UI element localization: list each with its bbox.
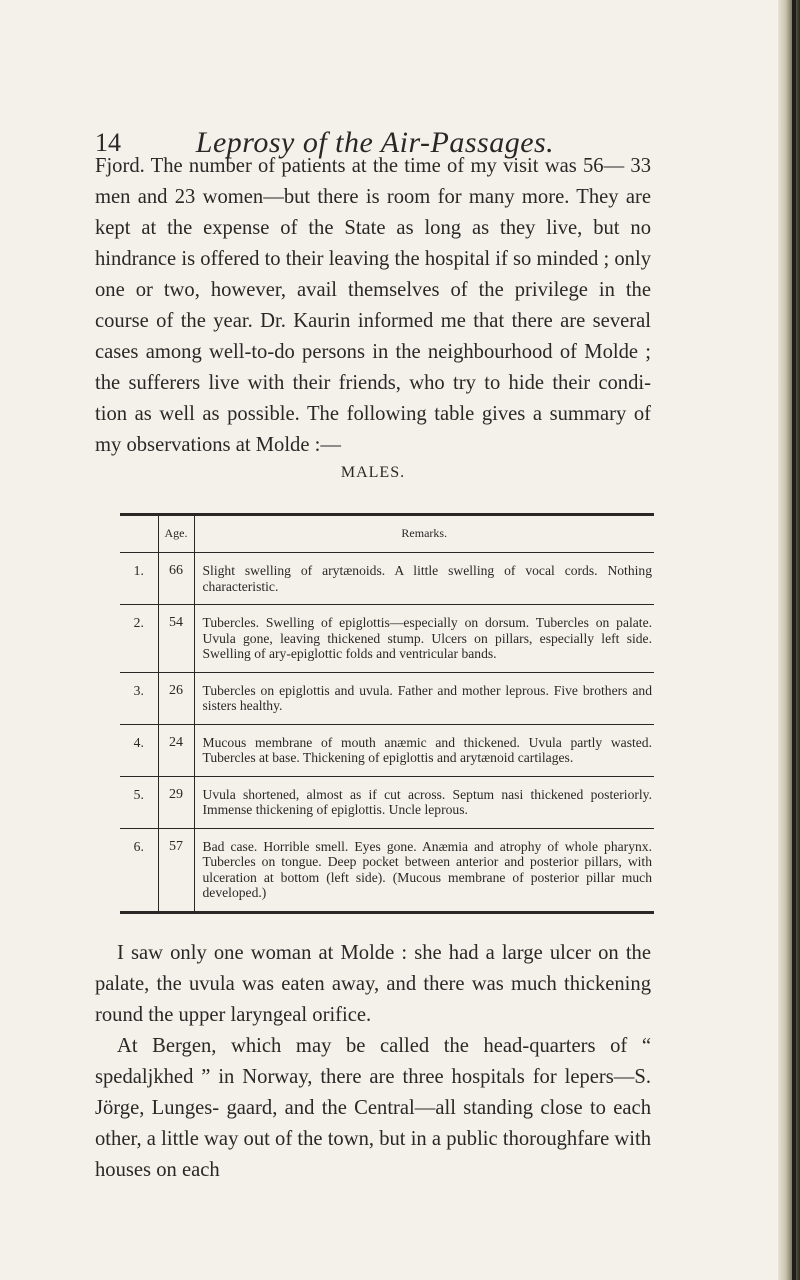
row-age: 29 <box>158 777 194 829</box>
row-number: 4. <box>133 734 144 750</box>
header-remarks: Remarks. <box>401 526 448 541</box>
table-row <box>120 673 654 725</box>
page-edge-shadow <box>778 0 800 1280</box>
row-number: 1. <box>133 563 144 578</box>
table-row <box>120 777 654 829</box>
row-age: 66 <box>158 553 194 605</box>
paragraph-2: I saw only one woman at Molde : she had a large ulcer on the palate, the uvula was eaten away, and there was much thickening round the upper laryngeal orifice. <box>95 942 651 1026</box>
row-remarks: Slight swelling of arytænoids. A little swelling of vocal cords. Nothing characteristic. <box>202 563 652 594</box>
males-table <box>120 516 654 911</box>
table-row <box>120 725 654 777</box>
row-age: 54 <box>158 605 194 672</box>
running-title: Leprosy of the Air-Passages. <box>195 126 555 159</box>
header-num-cell <box>120 516 158 553</box>
table-header-row <box>120 516 654 553</box>
paragraph-1: Fjord. The number of patients at the time of my visit was 56— 33 men and 23 women—but there is room for many more. They are kept at the expense of the State as long as they live, but no hindrance is offered to their leaving the hospital if so minded ; only one or two, however, avail themselves of the privilege in the course of the year. Dr. Kaurin informed me that there are several cases among well-to-do persons in the neighbourhood of Molde ; the sufferers live with their friends, who try to hide their condi- tion as well as possible. The following table gives a summary of my observations at Molde :— <box>95 155 651 456</box>
row-remarks: Mucous membrane of mouth anæmic and thickened. Uvula partly wasted. Tubercles at base. Thickening of epiglottis and arytænoid cartilages. <box>202 734 652 765</box>
row-number: 5. <box>133 786 144 802</box>
observations-table <box>120 513 650 914</box>
row-remarks: Tubercles on epiglottis and uvula. Father and mother leprous. Five brothers and sisters healthy. <box>202 682 652 713</box>
page-number: 14 <box>95 128 121 157</box>
row-number: 2. <box>133 615 144 630</box>
row-age: 24 <box>158 725 194 777</box>
table-row <box>120 553 654 605</box>
binding-line <box>792 0 796 1280</box>
table-row <box>120 829 654 911</box>
row-remarks: Tubercles. Swelling of epiglottis—especially on dorsum. Tubercles on palate. Uvula gone, leaving thickened stump. Ulcers on pillars, especially left side. Swelling of ary-epiglottic folds and ventricular bands. <box>202 615 652 661</box>
paragraph-3: At Bergen, which may be called the head-quarters of “ spedaljkhed ” in Norway, there are three hospitals for lepers—S. Jörge, Lunges- gaard, and the Central—all standing close to each other, a little way out of the town, but in a public thoroughfare with houses on each <box>95 1035 651 1181</box>
row-remarks: Bad case. Horrible smell. Eyes gone. Anæmia and atrophy of whole pharynx. Tubercles on tongue. Deep pocket between anterior and posterior pillars, with ulceration at bottom (left side). (Mucous membrane of posterior pillar much developed.) <box>202 838 652 900</box>
table-row <box>120 605 654 672</box>
row-remarks: Uvula shortened, almost as if cut across. Septum nasi thickened posteriorly. Immense thickening of epiglottis. Uncle leprous. <box>202 786 652 817</box>
row-age: 57 <box>158 829 194 911</box>
table-heading: MALES. <box>340 464 406 481</box>
table-bottom-rule <box>120 911 654 914</box>
row-number: 3. <box>133 682 144 698</box>
row-number: 6. <box>133 838 144 854</box>
row-age: 26 <box>158 673 194 725</box>
header-age: Age. <box>158 516 194 553</box>
